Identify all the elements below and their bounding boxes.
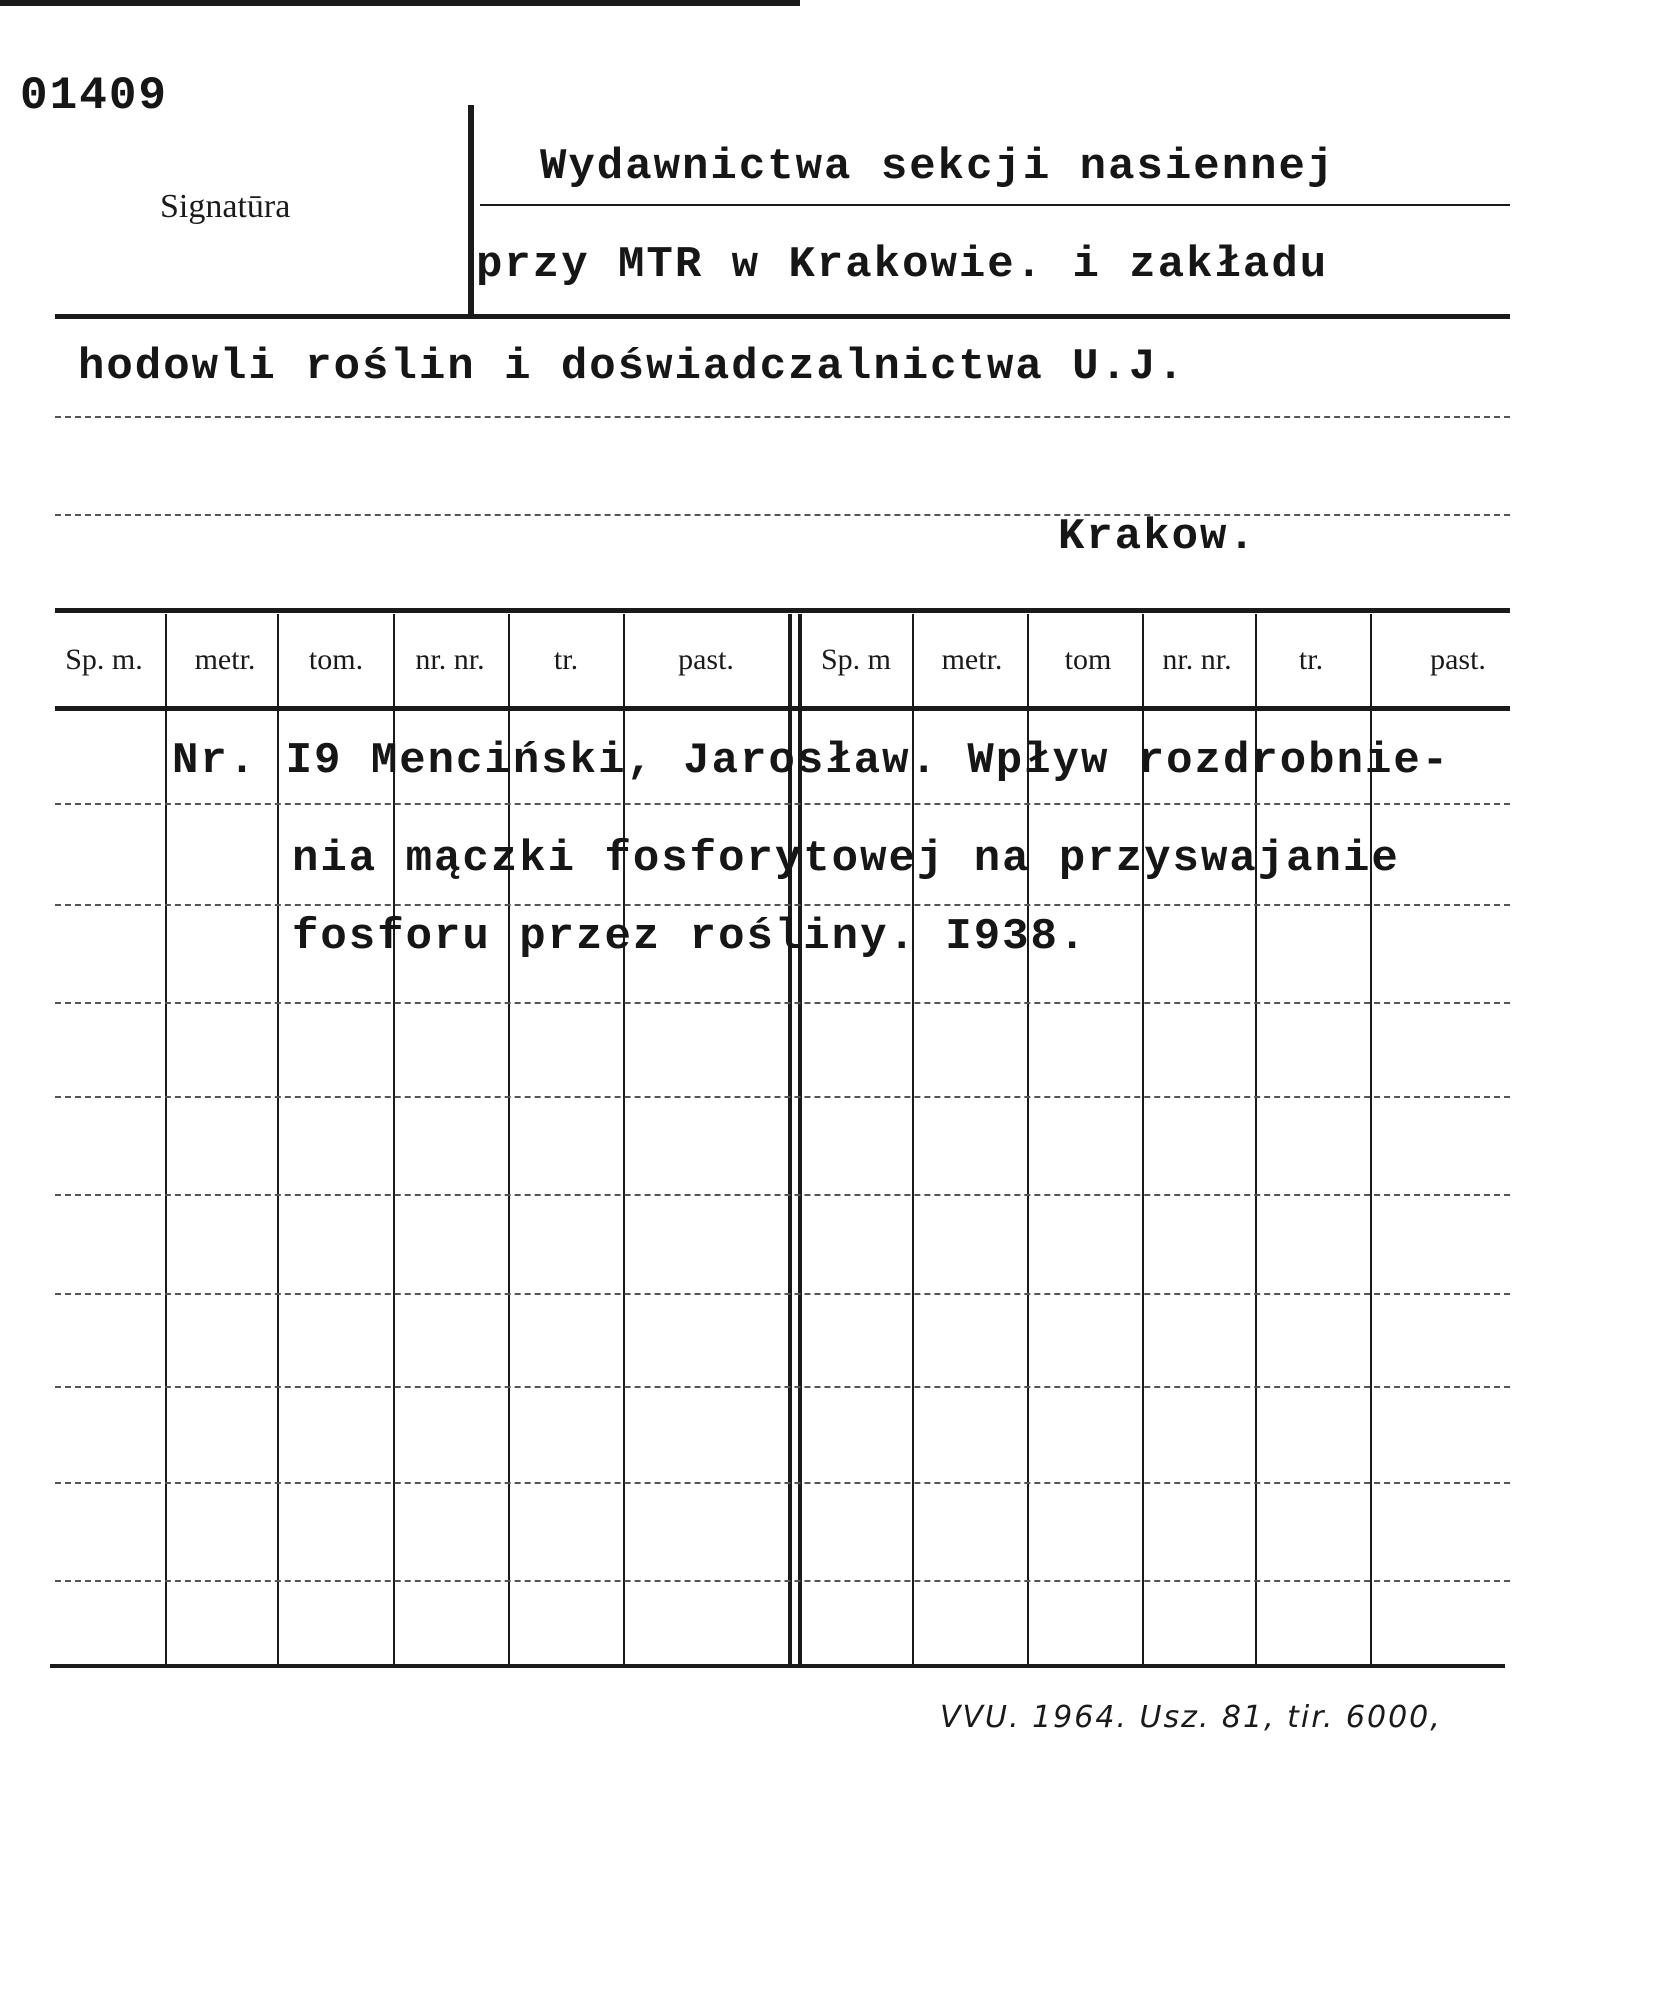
- column-header-past-right: past.: [1430, 643, 1486, 676]
- table-row-rule: [55, 1580, 1510, 1582]
- signature-label: Signatūra: [160, 188, 291, 225]
- column-header-tom-right: tom: [1064, 643, 1112, 676]
- column-header-sp-m-left: Sp. m.: [65, 643, 143, 676]
- table-row-rule: [55, 1386, 1510, 1388]
- title-rule-3: [55, 416, 1510, 418]
- column-header-nr-left: nr. nr.: [415, 643, 485, 676]
- table-bottom-rule: [50, 1664, 1505, 1668]
- column-header-metr-right: metr.: [941, 643, 1003, 676]
- entry-line-3: fosforu przez rośliny. I938.: [292, 912, 1088, 962]
- table-row-rule: [55, 1194, 1510, 1196]
- table-top-rule: [55, 608, 1510, 613]
- column-header-past-left: past.: [678, 643, 734, 676]
- signature-divider: [468, 105, 474, 315]
- card-top-edge: [0, 0, 800, 6]
- column-header-metr-left: metr.: [194, 643, 256, 676]
- table-row-rule: [55, 1293, 1510, 1295]
- table-row-rule: [55, 1482, 1510, 1484]
- entry-line-1: Nr. I9 Menciński, Jarosław. Wpływ rozdrobnie-: [172, 736, 1451, 786]
- column-header-tr-right: tr.: [1298, 643, 1324, 676]
- entry-line-2: nia mączki fosforytowej na przyswajanie: [292, 834, 1400, 884]
- title-line-2: przy MTR w Krakowie. i zakładu: [476, 240, 1329, 290]
- catalog-number: 01409: [20, 70, 169, 122]
- column-header-sp-m-right: Sp. m: [820, 643, 892, 676]
- column-divider: [165, 614, 167, 1664]
- footer-note: VVU. 1964. Usz. 81, tir. 6000,: [940, 1700, 1442, 1735]
- place-of-publication: Krakow.: [1058, 512, 1257, 562]
- table-row-rule: [55, 904, 1510, 906]
- column-header-tr-left: tr.: [553, 643, 579, 676]
- header-separator: [55, 314, 1510, 319]
- table-header-rule: [55, 706, 1510, 711]
- title-line-1: Wydawnictwa sekcji nasiennej: [540, 142, 1336, 192]
- blank-rule: [55, 514, 1510, 516]
- table-row-rule: [55, 803, 1510, 805]
- title-line-3: hodowli roślin i doświadczalnictwa U.J.: [78, 342, 1186, 392]
- column-header-nr-right: nr. nr.: [1162, 643, 1232, 676]
- column-header-tom-left: tom.: [308, 643, 364, 676]
- table-row-rule: [55, 1002, 1510, 1004]
- title-rule-1: [480, 204, 1510, 206]
- table-row-rule: [55, 1096, 1510, 1098]
